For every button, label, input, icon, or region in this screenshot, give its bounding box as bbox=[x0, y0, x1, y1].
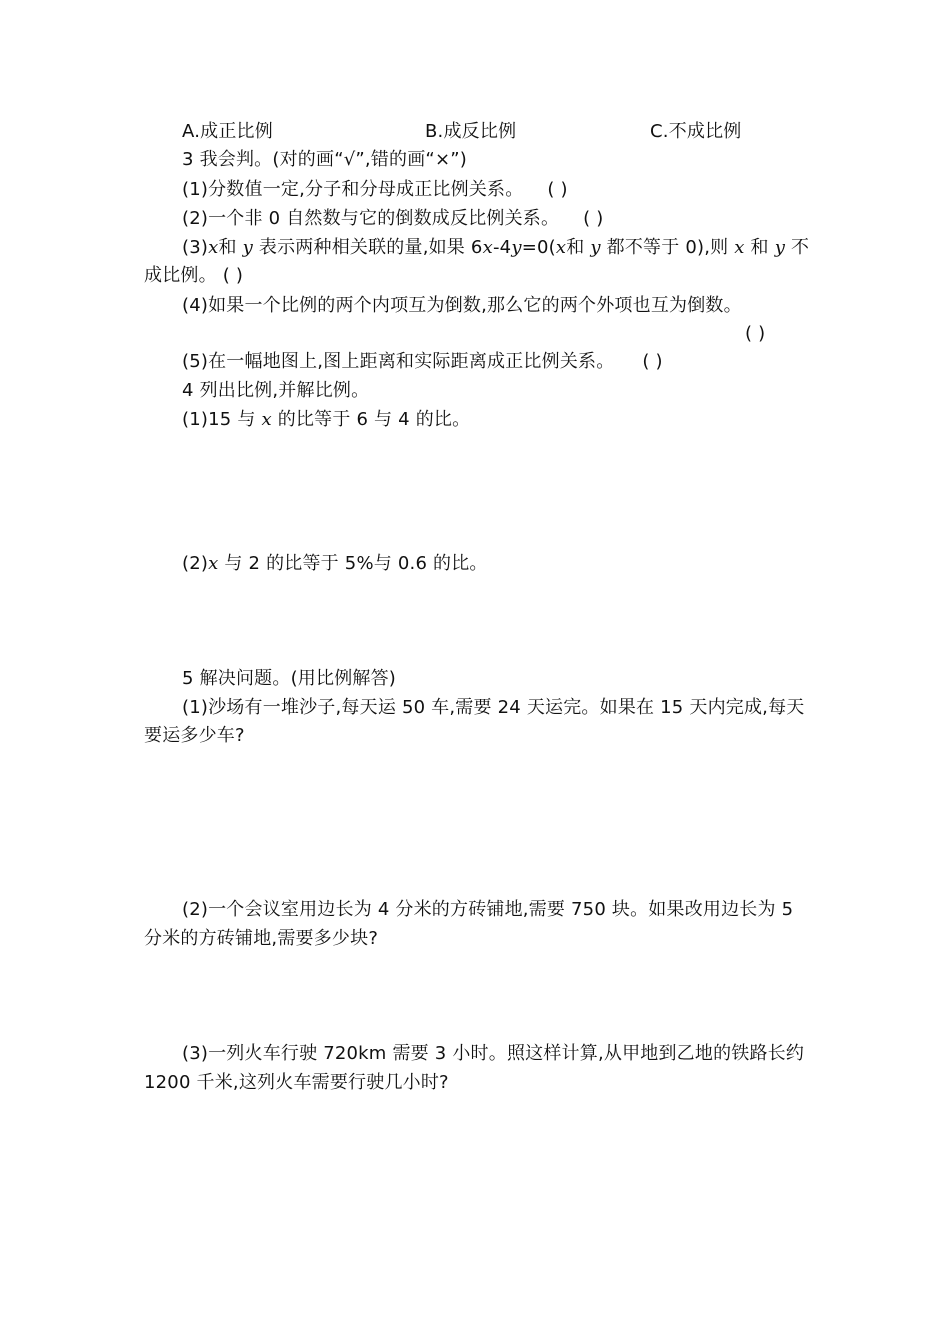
answer-blank-3[interactable]: ( ) bbox=[222, 265, 244, 286]
judge-item-2-text: (2)一个非 0 自然数与它的倒数成反比例关系。 bbox=[182, 208, 560, 229]
option-c: C.不成比例 bbox=[650, 121, 742, 142]
judge-item-5 bbox=[182, 350, 663, 374]
section-4-heading: 4 列出比例,并解比例。 bbox=[182, 380, 370, 401]
var-y: y bbox=[774, 237, 786, 258]
answer-blank-2[interactable]: ( ) bbox=[583, 208, 604, 229]
q3-text: (3) bbox=[182, 237, 209, 258]
q3-text: 和 bbox=[218, 237, 243, 258]
problem-1-line-1: (1)沙场有一堆沙子,每天运 50 车,需要 24 天运完。如果在 15 天内完成,每天 bbox=[182, 697, 805, 718]
judge-item-1-text: (1)分数值一定,分子和分母成正比例关系。 bbox=[182, 179, 524, 200]
q3-text: 不 bbox=[785, 237, 810, 258]
answer-blank-1[interactable]: ( ) bbox=[547, 179, 568, 200]
var-x: x bbox=[208, 237, 219, 258]
var-x: x bbox=[208, 553, 219, 574]
q3-text: 和 bbox=[744, 237, 775, 258]
var-x: x bbox=[482, 237, 493, 258]
judge-item-1 bbox=[182, 178, 568, 202]
option-a: A.成正比例 bbox=[182, 121, 273, 142]
judge-item-3-line-2 bbox=[144, 264, 243, 288]
judge-item-4: (4)如果一个比例的两个内项互为倒数,那么它的两个外项也互为倒数。 bbox=[182, 295, 742, 316]
proportion-item-2 bbox=[182, 552, 488, 576]
q3-text: 都不等于 0),则 bbox=[600, 237, 735, 258]
var-x: x bbox=[555, 237, 567, 258]
problem-3-line-2: 1200 千米,这列火车需要行驶几小时? bbox=[144, 1072, 449, 1093]
q3-text: =0( bbox=[521, 237, 556, 258]
proportion-item-1 bbox=[182, 408, 470, 432]
problem-2-line-2: 分米的方砖铺地,需要多少块? bbox=[144, 928, 379, 949]
problem-1-line-2: 要运多少车? bbox=[144, 725, 245, 746]
proportion-text: 与 2 的比等于 5%与 0.6 的比。 bbox=[218, 553, 488, 574]
answer-blank-5[interactable]: ( ) bbox=[642, 351, 663, 372]
section-3-heading: 3 我会判。(对的画“√”,错的画“×”) bbox=[182, 149, 467, 170]
section-5-heading: 5 解决问题。(用比例解答) bbox=[182, 668, 397, 689]
var-y: y bbox=[511, 237, 522, 258]
judge-item-3-line-1 bbox=[182, 236, 809, 260]
q3-text: -4 bbox=[492, 237, 512, 258]
proportion-text: 的比等于 6 与 4 的比。 bbox=[271, 409, 471, 430]
q3-text: 表示两种相关联的量,如果 6 bbox=[252, 237, 483, 258]
proportion-text: (2) bbox=[182, 553, 209, 574]
q3-text: 和 bbox=[566, 237, 591, 258]
var-x: x bbox=[261, 409, 272, 430]
answer-blank-4[interactable]: ( ) bbox=[745, 323, 766, 344]
var-x: x bbox=[734, 237, 745, 258]
proportion-text: (1)15 与 bbox=[182, 409, 262, 430]
judge-item-5-text: (5)在一幅地图上,图上距离和实际距离成正比例关系。 bbox=[182, 351, 615, 372]
var-y: y bbox=[242, 237, 253, 258]
option-b: B.成反比例 bbox=[425, 121, 517, 142]
judge-item-2 bbox=[182, 207, 604, 231]
problem-2-line-1: (2)一个会议室用边长为 4 分米的方砖铺地,需要 750 块。如果改用边长为 5 bbox=[182, 899, 794, 920]
problem-3-line-1: (3)一列火车行驶 720km 需要 3 小时。照这样计算,从甲地到乙地的铁路长约 bbox=[182, 1043, 805, 1064]
var-y: y bbox=[590, 237, 601, 258]
judge-item-3-text: 成比例。 bbox=[144, 265, 217, 286]
